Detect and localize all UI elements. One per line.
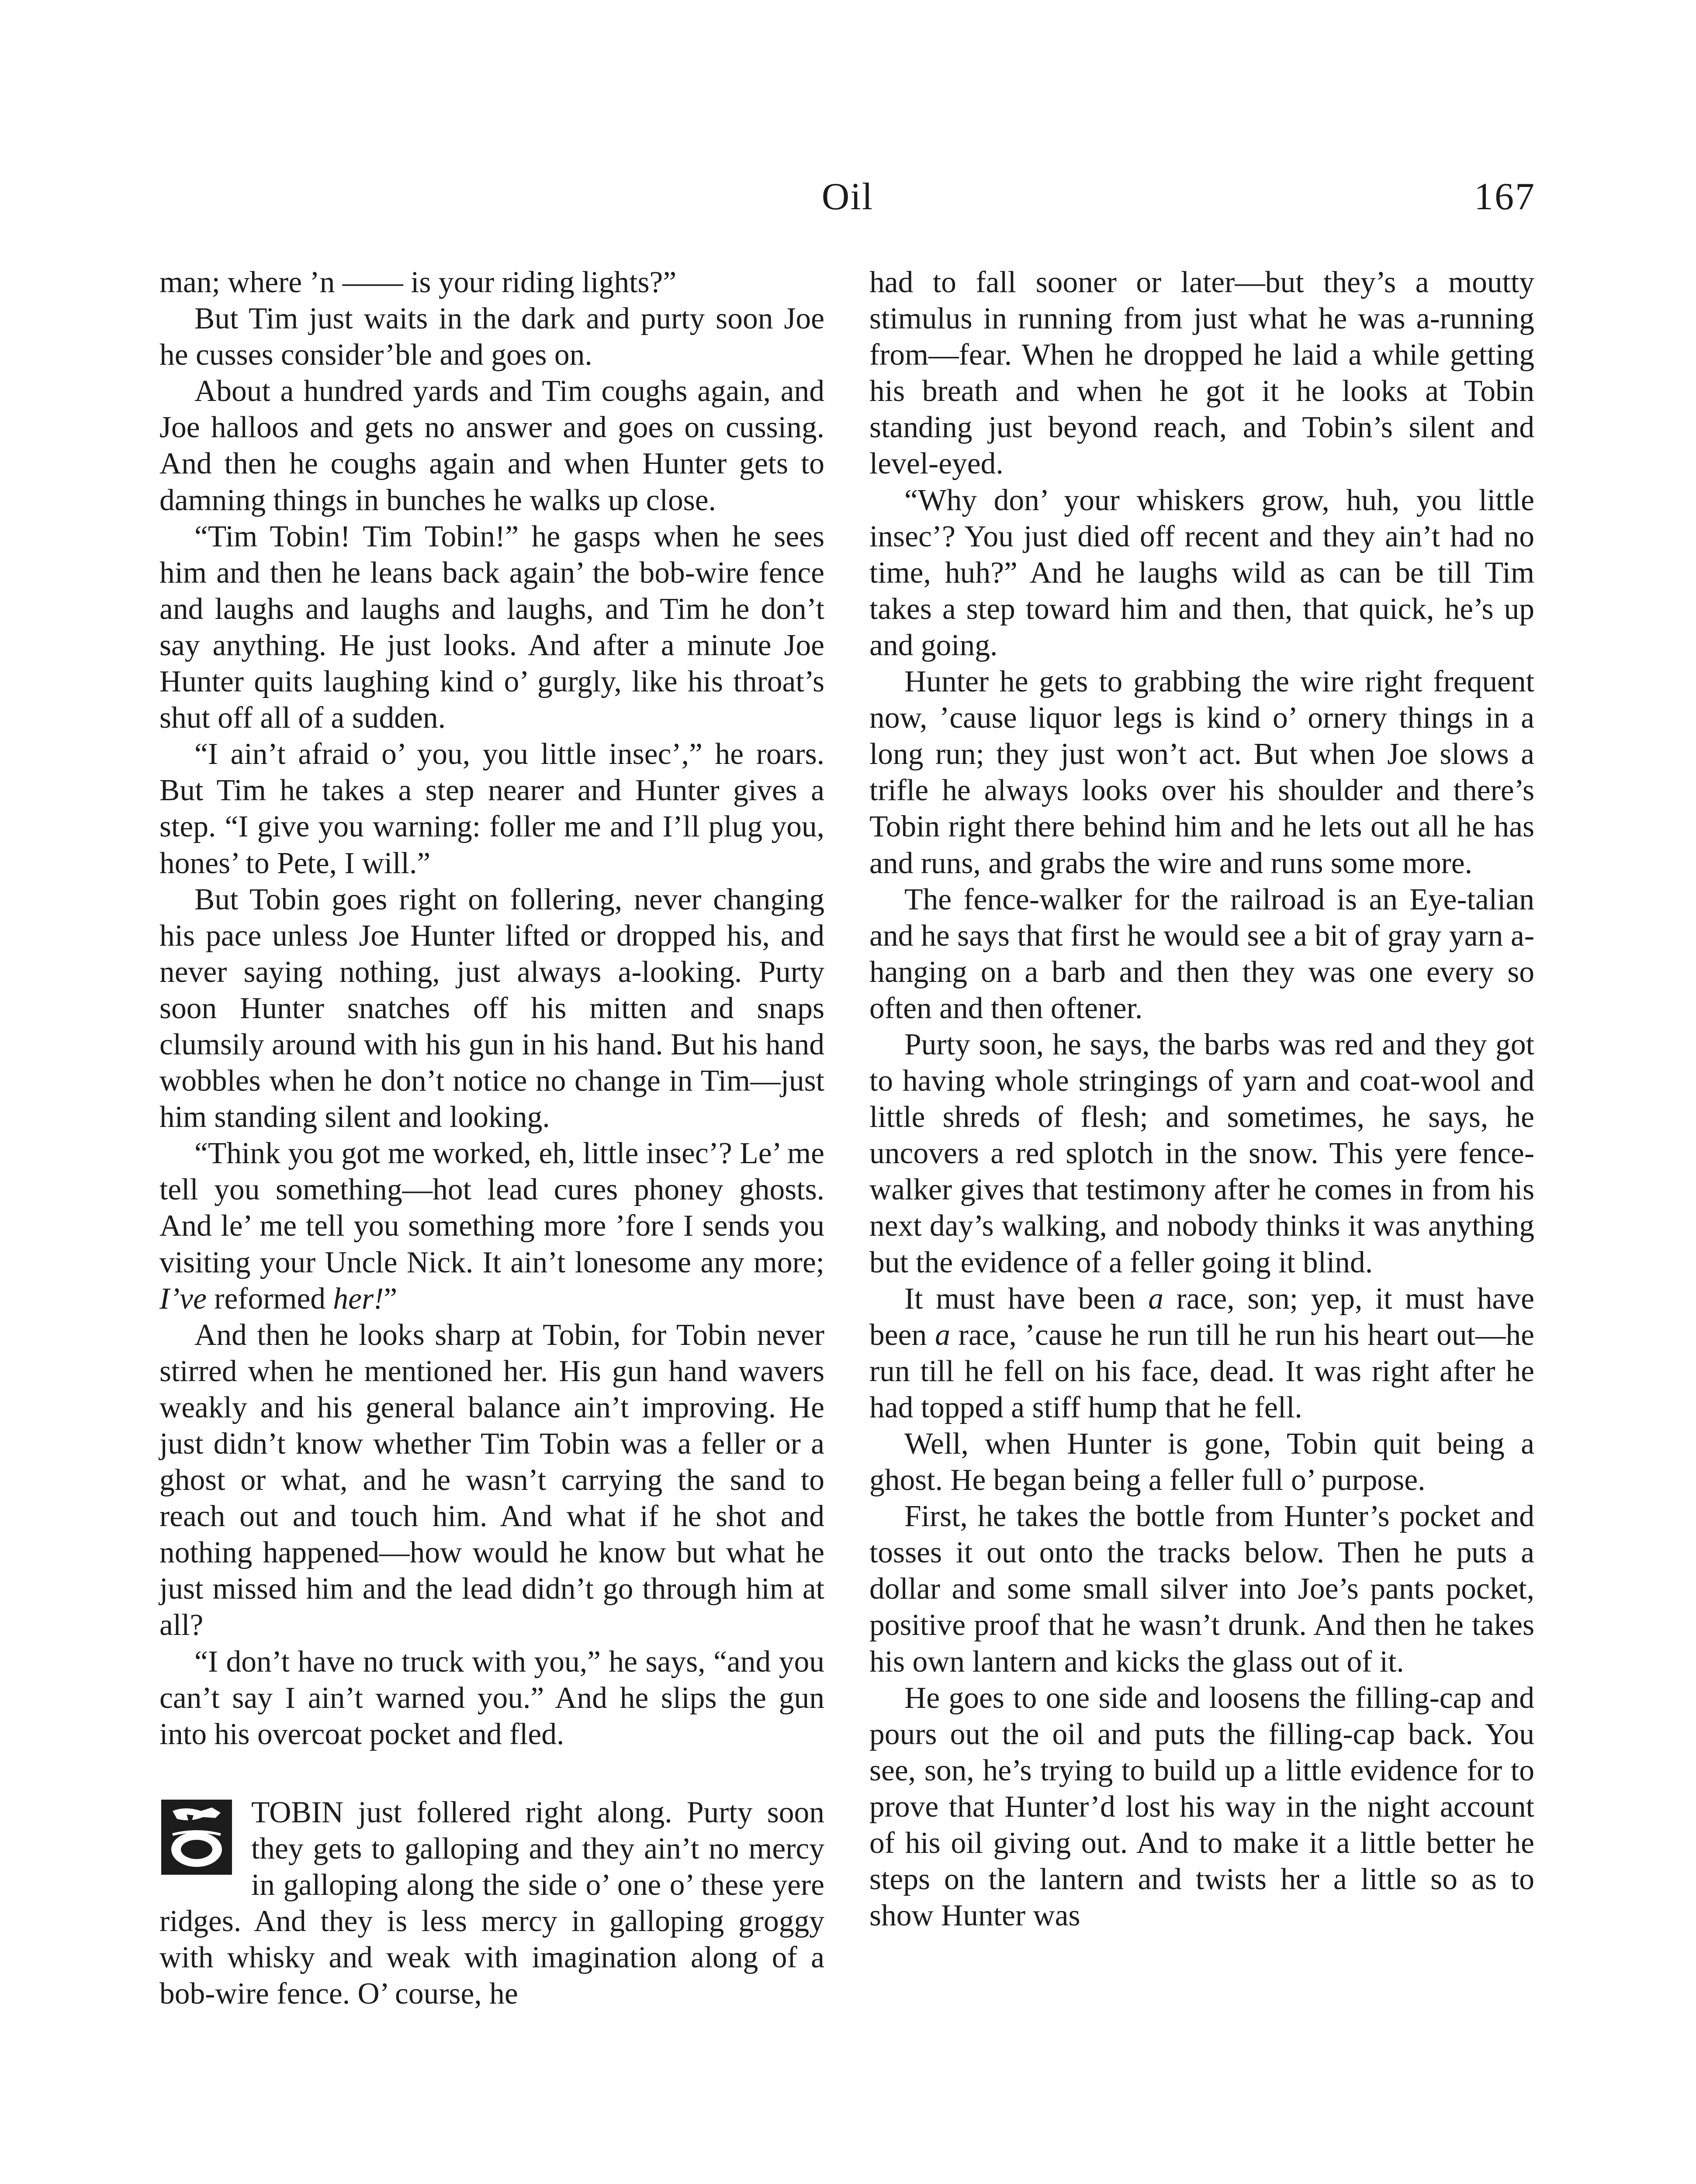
paragraph bbox=[159, 1135, 824, 1317]
italic-text: a bbox=[935, 1318, 950, 1352]
italic-text: I’ve bbox=[159, 1282, 207, 1316]
paragraph-text: It must have been bbox=[904, 1282, 1135, 1316]
left-column bbox=[159, 264, 824, 2012]
paragraph-text: “Think you got me worked, eh, little insec’? Le’ me tell you something—hot lead cures phoney ghosts. And le’ me tell you something more ’fore I sends you visiting your Uncle Nick. It ain’t lonesome any more; bbox=[159, 1137, 824, 1279]
paragraph: “Tim Tobin! Tim Tobin!” he gasps when he sees him and then he leans back again’ the bob-wire fence and laughs and laughs and laughs, and Tim he don’t say anything. He just looks. And after a minute Joe Hunter quits laughing kind o’ gurgly, like his throat’s shut off all of a sudden. bbox=[159, 519, 824, 735]
paragraph: “I ain’t afraid o’ you, you little insec’,” he roars. But Tim he takes a step nearer and Hunter gives a step. “I give you warning: foller me and I’ll plug you, hones’ to Pete, I will.” bbox=[159, 737, 824, 880]
paragraph: man; where ’n —— is your riding lights?” bbox=[159, 266, 677, 299]
paragraph: He goes to one side and loosens the filling-cap and pours out the oil and puts the filling-cap back. You see, son, he’s trying to build up a little evidence for to prove that Hunter’d lost his way in the night account of his oil giving out. And to make it a little better he steps on the lantern and twists her a little so as to show Hunter was bbox=[869, 1681, 1534, 1933]
paragraph: Hunter he gets to grabbing the wire right frequent now, ’cause liquor legs is kind o’ ornery things in a long run; they just won’t act. But when Joe slows a trifle he always looks over his shoulder and there’s Tobin right there behind him and he lets out all he has and runs, and grabs the wire and runs some more. bbox=[869, 665, 1534, 880]
paragraph: About a hundred yards and Tim coughs again, and Joe halloos and gets no answer and goes on cussing. And then he coughs again and when Hunter gets to damning things in bunches he walks up close. bbox=[159, 374, 824, 517]
drop-cap-ornament-icon bbox=[159, 1798, 234, 1876]
paragraph: “Why don’ your whiskers grow, huh, you little insec’? You just died off recent and they ain’t had no time, huh?” And he laughs wild as can be till Tim takes a step toward him and then, that quick, he’s up and going. bbox=[869, 483, 1534, 662]
paragraph: And then he looks sharp at Tobin, for Tobin never stirred when he mentioned her. His gun hand wavers weakly and his general balance ain’t improving. He just didn’t know whether Tim Tobin was a feller or a ghost or what, and he wasn’t carrying the sand to reach out and touch him. And what if he shot and nothing happened—how would he know but what he just missed him and the lead didn’t go through him at all? bbox=[159, 1318, 824, 1642]
italic-text: a bbox=[1148, 1282, 1164, 1316]
page-header bbox=[159, 175, 1536, 223]
right-column bbox=[869, 264, 1534, 1934]
italic-text: her! bbox=[333, 1282, 384, 1316]
paragraph: Well, when Hunter is gone, Tobin quit being a ghost. He began being a feller full o’ purpose. bbox=[869, 1427, 1534, 1497]
paragraph-text: reformed bbox=[206, 1282, 333, 1316]
closing-quote: ” bbox=[384, 1282, 398, 1316]
page-number: 167 bbox=[1474, 176, 1536, 218]
running-title: Oil bbox=[821, 176, 874, 218]
paragraph: But Tim just waits in the dark and purty soon Joe he cusses consider’ble and goes on. bbox=[159, 302, 824, 372]
paragraph: had to fall sooner or later—but they’s a moutty stimulus in running from just what he was a-running from—fear. When he dropped he laid a while getting his breath and when he got it he looks at Tobin standing just beyond reach, and Tobin’s silent and level-eyed. bbox=[869, 266, 1534, 481]
paragraph: Purty soon, he says, the barbs was red and they got to having whole stringings of yarn and coat-wool and little shreds of flesh; and sometimes, he says, he uncovers a red splotch in the snow. This yere fence-walker gives that testimony after he comes in from his next day’s walking, and nobody thinks it was anything but the evidence of a feller going it blind. bbox=[869, 1027, 1534, 1279]
paragraph: The fence-walker for the railroad is an Eye-talian and he says that first he would see a bit of gray yarn a-hanging on a barb and then they was one every so often and then oftener. bbox=[869, 882, 1534, 1025]
paragraph-text: race, son; yep, it must have been bbox=[869, 1282, 1535, 1352]
paragraph bbox=[869, 1281, 1534, 1426]
paragraph: But Tobin goes right on follering, never changing his pace unless Joe Hunter lifted or dropped his, and never saying nothing, just always a-looking. Purty soon Hunter snatches off his mitten and snaps clumsily around with his gun in his hand. But his hand wobbles when he don’t notice no change in Tim—just him standing silent and looking. bbox=[159, 882, 824, 1134]
paragraph-text: race, ’cause he run till he run his heart out—he run till he fell on his face, dead. It was right after he had topped a stiff hump that he fell. bbox=[869, 1318, 1535, 1424]
paragraph: “I don’t have no truck with you,” he says, “and you can’t say I ain’t warned you.” And he slips the gun into his overcoat pocket and fled. bbox=[159, 1645, 824, 1751]
paragraph-text: TOBIN just follered right along. Purty soon they gets to galloping and they ain’t no mercy in galloping along the side o’ one o’ these yere ridges. And they is less mercy in galloping groggy with whisky and weak with imagination along of a bob-wire fence. O’ course, he bbox=[159, 1795, 824, 2011]
section-opening-paragraph bbox=[159, 1794, 824, 2012]
paragraph: First, he takes the bottle from Hunter’s pocket and tosses it out onto the tracks below. Then he puts a dollar and some small silver into Joe’s pants pocket, positive proof that he wasn’t drunk. And then he takes his own lantern and kicks the glass out of it. bbox=[869, 1500, 1534, 1679]
